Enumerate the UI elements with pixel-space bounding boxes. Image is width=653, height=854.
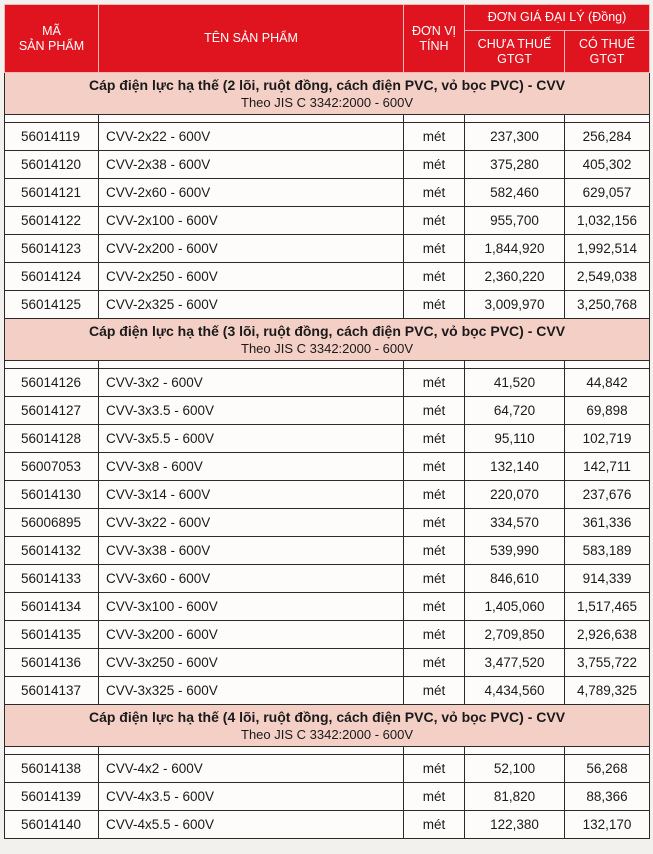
header-product-code xyxy=(5,5,99,73)
price-incl-vat-cell: 3,755,722 xyxy=(565,649,650,677)
header-unit-line1: ĐƠN VỊ xyxy=(411,23,457,38)
spacer-cell xyxy=(99,115,404,123)
header-product-code-line2: SẢN PHẨM xyxy=(18,38,85,53)
price-incl-vat-cell: 69,898 xyxy=(565,397,650,425)
table-row xyxy=(5,811,650,839)
product-code-cell: 56014134 xyxy=(5,593,99,621)
unit-cell: mét xyxy=(404,537,465,565)
product-name-cell: CVV-2x250 - 600V xyxy=(99,263,404,291)
price-incl-vat-cell: 88,366 xyxy=(565,783,650,811)
price-excl-vat-cell: 52,100 xyxy=(465,755,565,783)
section-title: Cáp điện lực hạ thế (3 lõi, ruột đồng, cách điện PVC, vỏ bọc PVC) - CVV xyxy=(88,322,566,339)
product-name-cell: CVV-3x8 - 600V xyxy=(99,453,404,481)
table-row xyxy=(5,179,650,207)
spacer-cell xyxy=(565,361,650,369)
price-incl-vat-cell: 2,926,638 xyxy=(565,621,650,649)
price-excl-vat-cell: 2,360,220 xyxy=(465,263,565,291)
unit-cell: mét xyxy=(404,509,465,537)
table-row xyxy=(5,481,650,509)
product-code-cell: 56014135 xyxy=(5,621,99,649)
header-unit xyxy=(404,5,465,73)
header-price-incl-line2: GTGT xyxy=(589,51,625,66)
unit-cell: mét xyxy=(404,481,465,509)
price-excl-vat-cell: 132,140 xyxy=(465,453,565,481)
unit-cell: mét xyxy=(404,207,465,235)
product-code-cell: 56014139 xyxy=(5,783,99,811)
table-row xyxy=(5,755,650,783)
table-body xyxy=(5,73,650,839)
spacer-cell xyxy=(565,747,650,755)
price-incl-vat-cell: 405,302 xyxy=(565,151,650,179)
price-excl-vat-cell: 582,460 xyxy=(465,179,565,207)
unit-cell: mét xyxy=(404,397,465,425)
price-incl-vat-cell: 1,517,465 xyxy=(565,593,650,621)
product-code-cell: 56014138 xyxy=(5,755,99,783)
unit-cell: mét xyxy=(404,235,465,263)
product-code-cell: 56014127 xyxy=(5,397,99,425)
price-incl-vat-cell: 132,170 xyxy=(565,811,650,839)
spacer-cell xyxy=(99,747,404,755)
product-name-cell: CVV-3x200 - 600V xyxy=(99,621,404,649)
product-code-cell: 56014140 xyxy=(5,811,99,839)
product-code-cell: 56014130 xyxy=(5,481,99,509)
spacer-cell xyxy=(404,361,465,369)
price-excl-vat-cell: 846,610 xyxy=(465,565,565,593)
price-excl-vat-cell: 1,844,920 xyxy=(465,235,565,263)
header-unit-line2: TÍNH xyxy=(419,38,449,53)
unit-cell: mét xyxy=(404,369,465,397)
section-subtitle: Theo JIS C 3342:2000 - 600V xyxy=(241,726,414,742)
unit-cell: mét xyxy=(404,593,465,621)
header-product-code-line1: MÃ xyxy=(42,23,61,38)
product-name-cell: CVV-3x22 - 600V xyxy=(99,509,404,537)
price-excl-vat-cell: 237,300 xyxy=(465,123,565,151)
header-price-excl-vat xyxy=(465,31,565,73)
table-row xyxy=(5,151,650,179)
spacer-cell xyxy=(99,361,404,369)
price-incl-vat-cell: 361,336 xyxy=(565,509,650,537)
table-row xyxy=(5,235,650,263)
unit-cell: mét xyxy=(404,565,465,593)
product-name-cell: CVV-2x38 - 600V xyxy=(99,151,404,179)
section-title: Cáp điện lực hạ thế (2 lõi, ruột đồng, cách điện PVC, vỏ bọc PVC) - CVV xyxy=(88,76,566,93)
product-code-cell: 56014123 xyxy=(5,235,99,263)
price-table xyxy=(4,4,650,839)
price-excl-vat-cell: 1,405,060 xyxy=(465,593,565,621)
price-incl-vat-cell: 2,549,038 xyxy=(565,263,650,291)
product-name-cell: CVV-2x60 - 600V xyxy=(99,179,404,207)
product-code-cell: 56007053 xyxy=(5,453,99,481)
unit-cell: mét xyxy=(404,291,465,319)
table-row xyxy=(5,263,650,291)
product-name-cell: CVV-4x5.5 - 600V xyxy=(99,811,404,839)
product-code-cell: 56014136 xyxy=(5,649,99,677)
price-excl-vat-cell: 2,709,850 xyxy=(465,621,565,649)
product-name-cell: CVV-3x2 - 600V xyxy=(99,369,404,397)
unit-cell: mét xyxy=(404,677,465,705)
price-incl-vat-cell: 629,057 xyxy=(565,179,650,207)
product-name-cell: CVV-2x100 - 600V xyxy=(99,207,404,235)
price-incl-vat-cell: 256,284 xyxy=(565,123,650,151)
price-excl-vat-cell: 122,380 xyxy=(465,811,565,839)
table-row xyxy=(5,783,650,811)
header-price-group: ĐƠN GIÁ ĐẠI LÝ (Đồng) xyxy=(465,5,650,31)
unit-cell: mét xyxy=(404,123,465,151)
product-code-cell: 56014133 xyxy=(5,565,99,593)
section-header xyxy=(5,705,650,747)
price-excl-vat-cell: 81,820 xyxy=(465,783,565,811)
price-incl-vat-cell: 142,711 xyxy=(565,453,650,481)
product-name-cell: CVV-2x22 - 600V xyxy=(99,123,404,151)
product-code-cell: 56014125 xyxy=(5,291,99,319)
table-row xyxy=(5,207,650,235)
price-excl-vat-cell: 3,477,520 xyxy=(465,649,565,677)
header-price-excl-line2: GTGT xyxy=(497,51,532,66)
section-header-cell xyxy=(5,319,650,361)
unit-cell: mét xyxy=(404,263,465,291)
unit-cell: mét xyxy=(404,811,465,839)
header-price-incl-line1: CÓ THUẾ xyxy=(578,36,636,51)
unit-cell: mét xyxy=(404,649,465,677)
price-excl-vat-cell: 334,570 xyxy=(465,509,565,537)
spacer-cell xyxy=(404,747,465,755)
product-name-cell: CVV-3x250 - 600V xyxy=(99,649,404,677)
section-subtitle: Theo JIS C 3342:2000 - 600V xyxy=(241,94,414,110)
product-code-cell: 56014119 xyxy=(5,123,99,151)
table-row xyxy=(5,123,650,151)
price-incl-vat-cell: 1,992,514 xyxy=(565,235,650,263)
price-incl-vat-cell: 583,189 xyxy=(565,537,650,565)
product-name-cell: CVV-3x325 - 600V xyxy=(99,677,404,705)
section-header-cell xyxy=(5,73,650,115)
spacer-cell xyxy=(5,747,99,755)
header-price-incl-vat xyxy=(565,31,650,73)
product-code-cell: 56014120 xyxy=(5,151,99,179)
product-name-cell: CVV-3x3.5 - 600V xyxy=(99,397,404,425)
spacer-cell xyxy=(465,361,565,369)
table-row xyxy=(5,509,650,537)
product-code-cell: 56014128 xyxy=(5,425,99,453)
spacer-cell xyxy=(404,115,465,123)
table-header xyxy=(5,5,650,73)
price-incl-vat-cell: 4,789,325 xyxy=(565,677,650,705)
table-row xyxy=(5,593,650,621)
product-name-cell: CVV-3x5.5 - 600V xyxy=(99,425,404,453)
table-row xyxy=(5,677,650,705)
section-header xyxy=(5,73,650,115)
unit-cell: mét xyxy=(404,453,465,481)
product-code-cell: 56006895 xyxy=(5,509,99,537)
price-excl-vat-cell: 41,520 xyxy=(465,369,565,397)
table-row xyxy=(5,425,650,453)
table-row xyxy=(5,565,650,593)
unit-cell: mét xyxy=(404,151,465,179)
price-incl-vat-cell: 44,842 xyxy=(565,369,650,397)
product-code-cell: 56014132 xyxy=(5,537,99,565)
table-row xyxy=(5,369,650,397)
product-code-cell: 56014137 xyxy=(5,677,99,705)
price-excl-vat-cell: 220,070 xyxy=(465,481,565,509)
section-subtitle: Theo JIS C 3342:2000 - 600V xyxy=(241,340,414,356)
price-incl-vat-cell: 237,676 xyxy=(565,481,650,509)
section-spacer xyxy=(5,115,650,123)
price-incl-vat-cell: 914,339 xyxy=(565,565,650,593)
unit-cell: mét xyxy=(404,755,465,783)
unit-cell: mét xyxy=(404,425,465,453)
section-spacer xyxy=(5,747,650,755)
table-row xyxy=(5,291,650,319)
unit-cell: mét xyxy=(404,621,465,649)
price-incl-vat-cell: 3,250,768 xyxy=(565,291,650,319)
price-excl-vat-cell: 3,009,970 xyxy=(465,291,565,319)
price-incl-vat-cell: 1,032,156 xyxy=(565,207,650,235)
price-excl-vat-cell: 375,280 xyxy=(465,151,565,179)
product-name-cell: CVV-3x14 - 600V xyxy=(99,481,404,509)
product-name-cell: CVV-3x38 - 600V xyxy=(99,537,404,565)
section-header-cell xyxy=(5,705,650,747)
spacer-cell xyxy=(5,115,99,123)
price-incl-vat-cell: 56,268 xyxy=(565,755,650,783)
product-name-cell: CVV-2x200 - 600V xyxy=(99,235,404,263)
product-name-cell: CVV-3x60 - 600V xyxy=(99,565,404,593)
spacer-cell xyxy=(565,115,650,123)
spacer-cell xyxy=(5,361,99,369)
price-excl-vat-cell: 539,990 xyxy=(465,537,565,565)
section-spacer xyxy=(5,361,650,369)
section-title: Cáp điện lực hạ thế (4 lõi, ruột đồng, cách điện PVC, vỏ bọc PVC) - CVV xyxy=(88,708,566,725)
table-row xyxy=(5,453,650,481)
table-row xyxy=(5,537,650,565)
product-code-cell: 56014126 xyxy=(5,369,99,397)
unit-cell: mét xyxy=(404,179,465,207)
price-excl-vat-cell: 95,110 xyxy=(465,425,565,453)
table-row xyxy=(5,621,650,649)
product-code-cell: 56014124 xyxy=(5,263,99,291)
price-excl-vat-cell: 4,434,560 xyxy=(465,677,565,705)
price-excl-vat-cell: 64,720 xyxy=(465,397,565,425)
product-name-cell: CVV-2x325 - 600V xyxy=(99,291,404,319)
product-name-cell: CVV-4x3.5 - 600V xyxy=(99,783,404,811)
table-row xyxy=(5,649,650,677)
price-incl-vat-cell: 102,719 xyxy=(565,425,650,453)
header-price-excl-line1: CHƯA THUẾ xyxy=(477,36,552,51)
spacer-cell xyxy=(465,115,565,123)
product-name-cell: CVV-4x2 - 600V xyxy=(99,755,404,783)
section-header xyxy=(5,319,650,361)
spacer-cell xyxy=(465,747,565,755)
price-excl-vat-cell: 955,700 xyxy=(465,207,565,235)
header-product-name: TÊN SẢN PHẨM xyxy=(99,5,404,73)
product-code-cell: 56014122 xyxy=(5,207,99,235)
product-code-cell: 56014121 xyxy=(5,179,99,207)
product-name-cell: CVV-3x100 - 600V xyxy=(99,593,404,621)
table-row xyxy=(5,397,650,425)
unit-cell: mét xyxy=(404,783,465,811)
